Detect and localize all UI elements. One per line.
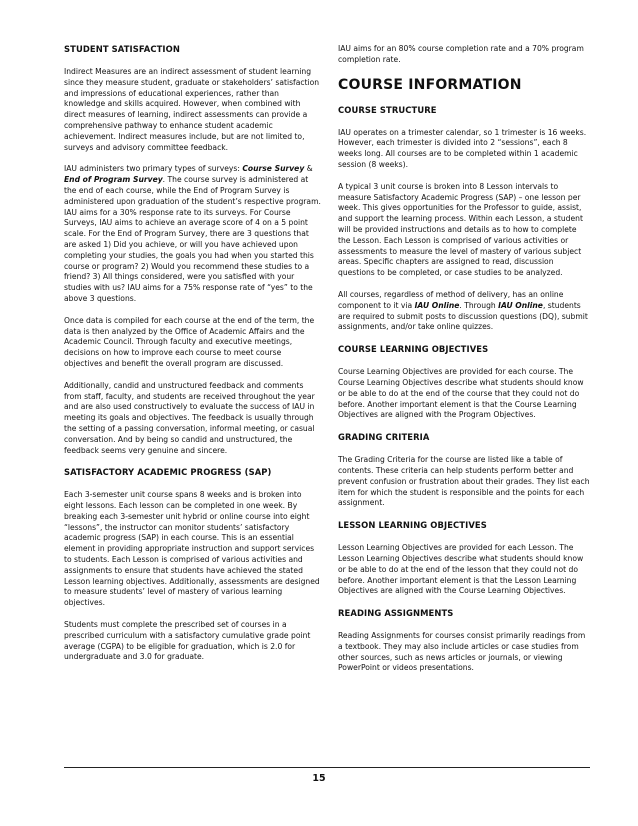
data-analysis-paragraph: Once data is compiled for each course at the end of the term, the data is then analyzed by the Office of Academic Affairs and the Academic Council. Through faculty and executive meetings, decisions on how to improve each course to meet course objectives and benefit the overall program are discussed. [64,315,315,368]
online-text: All courses, regardless of method of delivery, has an online component to it via [338,289,564,310]
lesson-intervals-paragraph: A typical 3 unit course is broken into 8 Lesson intervals to measure Satisfactory Academic Progress (SAP) – one lesson per week. This gives opportunities for the Professor to guide, assist, and support the learning process. Within each Lesson, a student will be provided instructions and details as to how to complete the Lesson. Each Lesson is comprised of various activities or assessments to measure the level of mastery of various subject areas. Specific chapters are assigned to read, discussion questions to be completed, or case studies to be analyzed. [338,181,583,278]
completion-rate-paragraph: IAU aims for an 80% course completion rate and a 70% program completion rate. [338,44,584,64]
page-number: 15 [312,773,326,784]
course-learning-objectives-paragraph: Course Learning Objectives are provided for each course. The Course Learning Objectives describe what students should know or be able to do at the end of the course that they could not do before. Another important element is that the Course Learning Objectives are aligned with the Program Objectives. [338,367,584,420]
surveys-paragraph [64,164,322,304]
course-survey-term: Course Survey [242,164,305,174]
course-information-title: COURSE INFORMATION [338,76,522,93]
surveys-amp: & [304,164,313,174]
student-satisfaction-heading: STUDENT SATISFACTION [64,44,180,54]
left-column [64,44,322,674]
online-text-mid: . Through [459,300,499,310]
footer-divider [64,767,590,768]
sap-paragraph: Each 3-semester unit course spans 8 weeks and is broken into eight lessons. Each lesson can be completed in one week. By breaking each 3-semester unit hybrid or online course into eight “lessons”, the instructor can monitor students’ satisfactory academic progress (SAP) in each course. This is an essential element in providing appropriate instruction and support services to students. Each Lesson is comprised of various activities and assignments to ensure that students have achieved the stated Lesson learning objectives. Additionally, assessments are designed to measure students’ level of mastery of various learning objectives. [64,490,320,608]
lesson-learning-objectives-paragraph: Lesson Learning Objectives are provided for each Lesson. The Lesson Learning Objectives describe what students should know or be able to do at the end of the lesson that they could not do before. Another important element is that the Lesson Learning Objectives are aligned with the Course Learning Objectives. [338,543,584,596]
lesson-learning-objectives-heading: LESSON LEARNING OBJECTIVES [338,520,487,531]
grading-criteria-paragraph: The Grading Criteria for the course are listed like a table of contents. These criteria can help students perform better and prevent confusion or frustration about their grades. They list each item for which the student is responsible and the points for each assignment. [338,455,590,508]
course-learning-objectives-heading: COURSE LEARNING OBJECTIVES [338,344,489,355]
trimester-paragraph: IAU operates on a trimester calendar, so 1 trimester is 16 weeks. However, each trimester is divided into 2 “sessions”, each 8 weeks long. All courses are to be completed within 1 academic session (8 weeks). [338,127,587,169]
course-structure-heading: COURSE STRUCTURE [338,104,437,115]
right-column [338,44,590,685]
iau-online-term: IAU Online [414,300,460,310]
surveys-text-rest: . The course survey is administered at the end of each course, while the End of Program Survey is administered upon graduation of the student’s respective program. IAU aims for a 30% response rate to its surveys. For Course Surveys, IAU aims to achieve an average score of 4 on a 5 point scale. For the End of Program Survey, there are 3 questions that are asked 1) Did you achieve, or will you have achieved upon completing your studies, the goals you had when you started this course or program? 2) Would you recommend these studies to a friend? 3) All things considered, were you satisfied with your studies with us? IAU aims for a 75% response rate of “yes” to the above 3 questions. [64,175,321,303]
online-component-paragraph [338,290,590,333]
online-text-rest: , students are required to submit posts to discussion questions (DQ), submit assignments, and/or take online quizzes. [338,300,588,332]
cgpa-paragraph: Students must complete the prescribed set of courses in a prescribed curriculum with a satisfactory cumulative grade point average (CGPA) to be eligible for graduation, which is 2.0 for undergraduate and 3.0 for graduate. [64,620,311,662]
surveys-text: IAU administers two primary types of surveys: [64,164,243,174]
student-satisfaction-paragraph: Indirect Measures are an indirect assessment of student learning since they measure student, graduate or stakeholders’ satisfaction and impressions of educational experiences, rather than knowledge and skills acquired. However, when combined with direct measures of learning, indirect assessments can provide a comprehensive pathway to enhance student academic achievement. Indirect measures include, but are not limited to, surveys and advisory committee feedback. [64,67,320,152]
iau-online-term-2: IAU Online [498,300,543,310]
sap-heading: SATISFACTORY ACADEMIC PROGRESS (SAP) [64,467,272,478]
feedback-paragraph: Additionally, candid and unstructured feedback and comments from staff, faculty, and students are received throughout the year and are also used constructively to evaluate the success of IAU in meeting its goals and objectives. The feedback is usually through the setting of a passing conversation, informal meeting, or casual conversation. And by being so candid and unstructured, the feedback seems very genuine and sincere. [64,380,315,455]
reading-assignments-paragraph: Reading Assignments for courses consist primarily readings from a textbook. They may also include articles or case studies from other sources, such as news articles or journals, or viewing PowerPoint or videos presentations. [338,631,586,673]
end-of-program-survey-term: End of Program Survey [64,175,163,185]
reading-assignments-heading: READING ASSIGNMENTS [338,608,454,619]
grading-criteria-heading: GRADING CRITERIA [338,432,430,443]
